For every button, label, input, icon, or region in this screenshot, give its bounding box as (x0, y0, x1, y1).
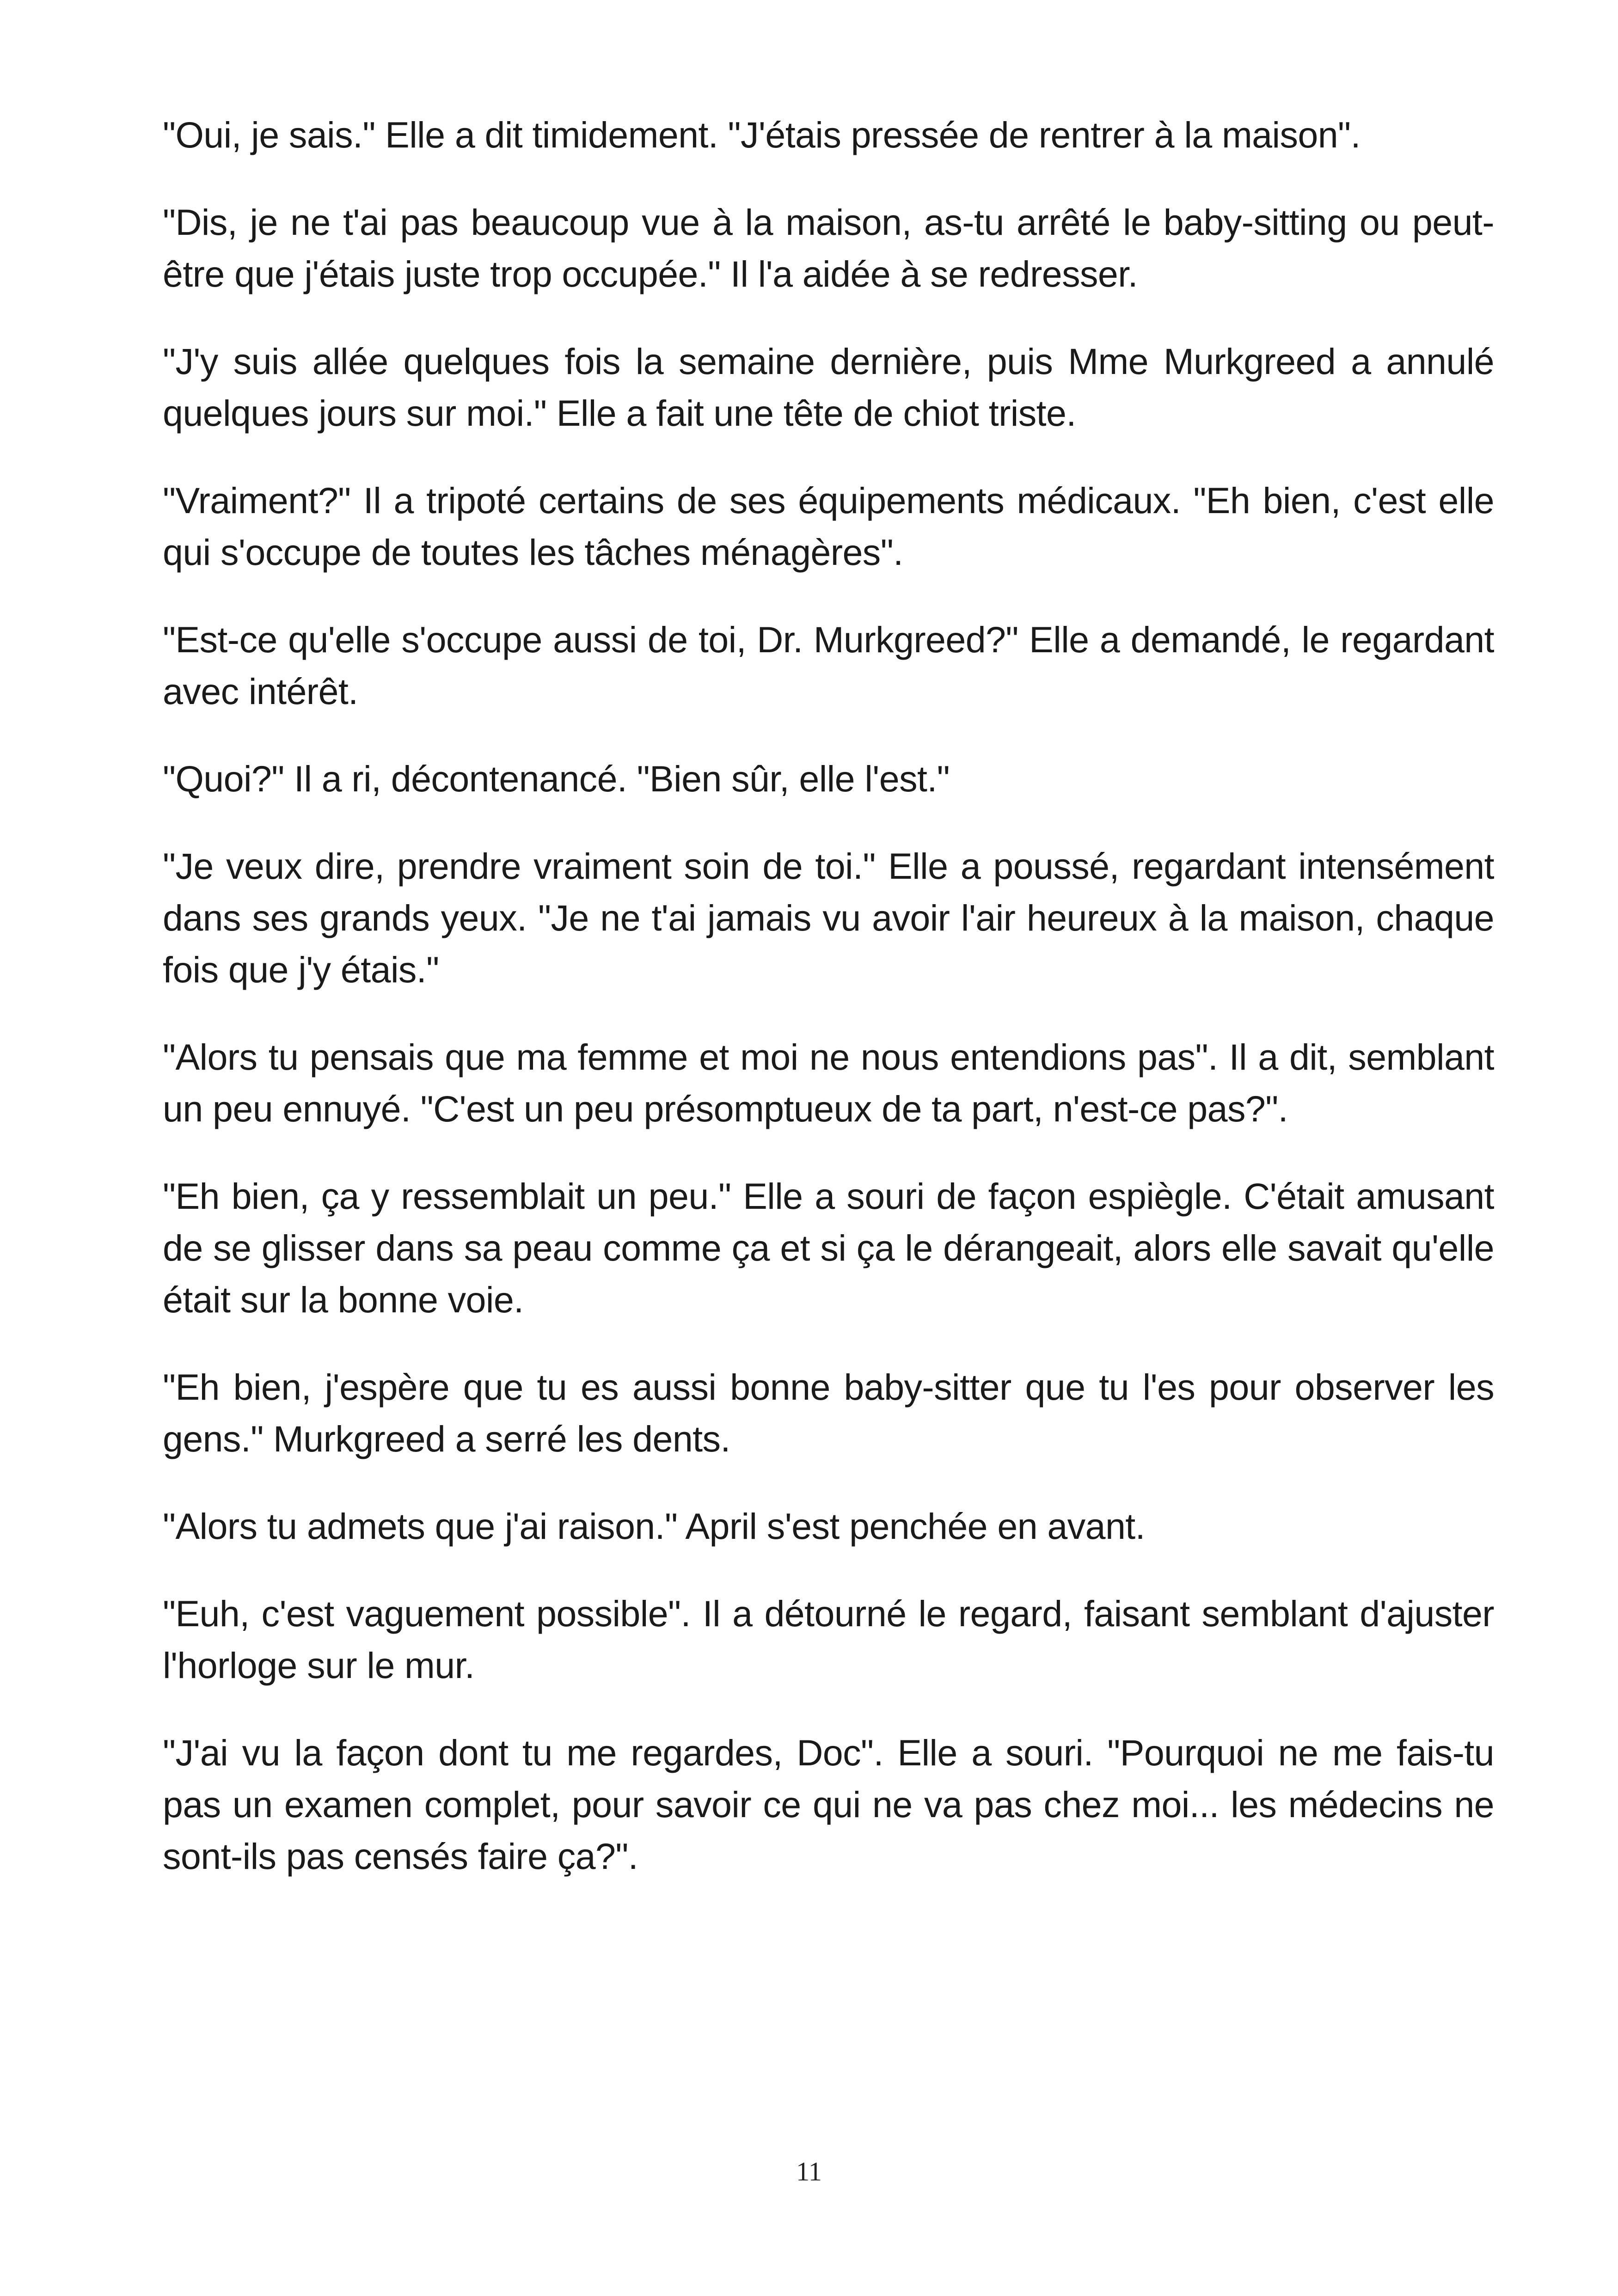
paragraph-7: "Je veux dire, prendre vraiment soin de toi." Elle a poussé, regardant intensément dans ses grands yeux. "Je ne t'ai jamais vu avoir l'air heureux à la maison, chaque fois que j'y étais." (163, 845, 1494, 990)
paragraph-1: "Oui, je sais." Elle a dit timidement. "J'étais pressée de rentrer à la maison". (163, 114, 1361, 155)
paragraph-4: "Vraiment?" Il a tripoté certains de ses équipements médicaux. "Eh bien, c'est elle qui s'occupe de toutes les tâches ménagères". (163, 480, 1494, 573)
paragraph-11: "Alors tu admets que j'ai raison." April s'est penchée en avant. (163, 1506, 1145, 1547)
paragraph-9: "Eh bien, ça y ressemblait un peu." Elle a souri de façon espiègle. C'était amusant de se glisser dans sa peau comme ça et si ça le dérangeait, alors elle savait qu'elle était sur la bonne voie. (163, 1176, 1494, 1320)
paragraph-13: "J'ai vu la façon dont tu me regardes, Doc". Elle a souri. "Pourquoi ne me fais-tu pas un examen complet, pour savoir ce qui ne va pas chez moi... les médecins ne sont-ils pas censés faire ça?". (163, 1732, 1494, 1877)
paragraph-10: "Eh bien, j'espère que tu es aussi bonne baby-sitter que tu l'es pour observer les gens." Murkgreed a serré les dents. (163, 1366, 1494, 1459)
paragraph-12: "Euh, c'est vaguement possible". Il a détourné le regard, faisant semblant d'ajuster l'horloge sur le mur. (163, 1593, 1494, 1686)
paragraph-3: "J'y suis allée quelques fois la semaine dernière, puis Mme Murkgreed a annulé quelques jours sur moi." Elle a fait une tête de chiot triste. (163, 341, 1494, 434)
page-number: 11 (796, 2156, 822, 2186)
paragraph-6: "Quoi?" Il a ri, décontenancé. "Bien sûr, elle l'est." (163, 758, 950, 799)
paragraph-2: "Dis, je ne t'ai pas beaucoup vue à la maison, as-tu arrêté le baby-sitting ou peut-être que j'étais juste trop occupée." Il l'a aidée à se redresser. (163, 202, 1494, 294)
paragraph-8: "Alors tu pensais que ma femme et moi ne nous entendions pas". Il a dit, semblant un peu ennuyé. "C'est un peu présomptueux de ta part, n'est-ce pas?". (163, 1036, 1494, 1129)
body-text (163, 109, 1494, 1918)
paragraph-5: "Est-ce qu'elle s'occupe aussi de toi, Dr. Murkgreed?" Elle a demandé, le regardant avec intérêt. (163, 619, 1494, 712)
